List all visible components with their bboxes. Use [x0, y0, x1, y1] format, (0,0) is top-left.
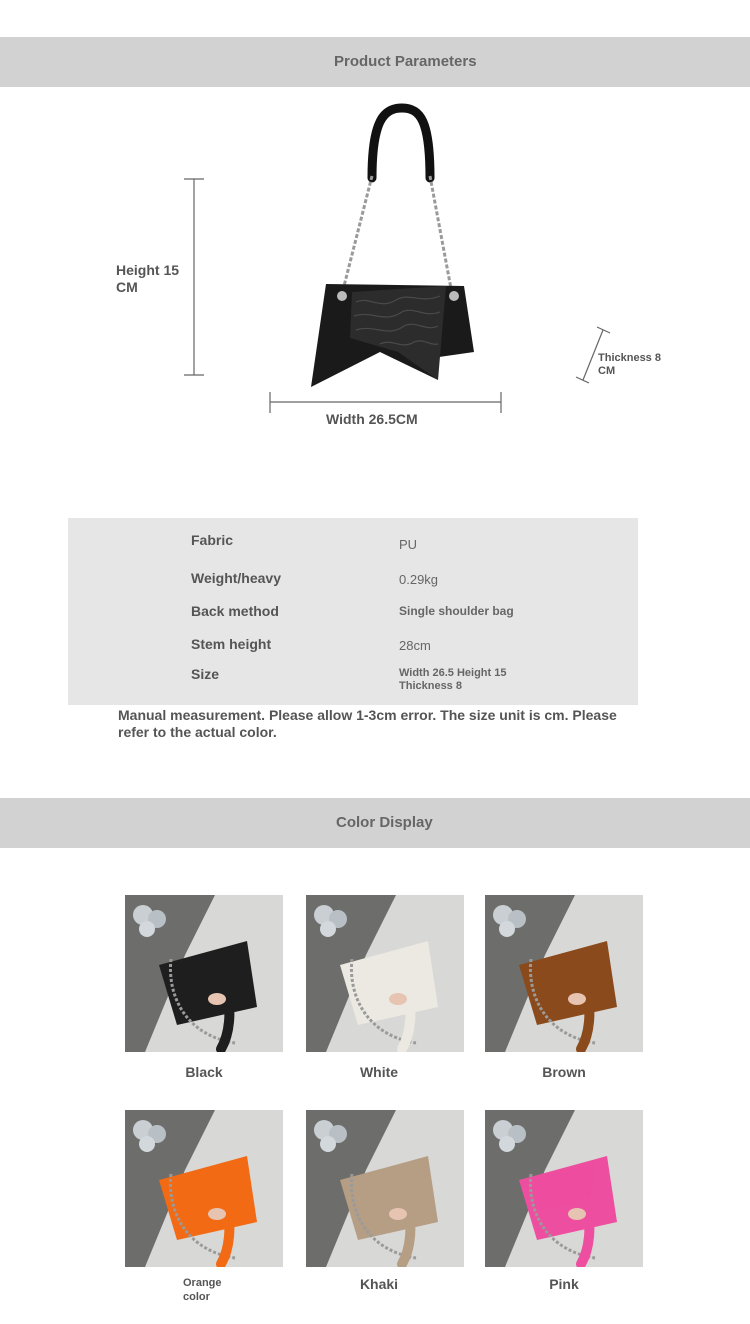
color-swatch-label: Brown	[542, 1064, 586, 1080]
color-swatch-label: Pink	[549, 1276, 579, 1292]
spec-value-stem-height: 28cm	[399, 638, 431, 653]
spec-value-fabric: PU	[399, 537, 418, 552]
spec-value-weight: 0.29kg	[399, 572, 439, 587]
spec-value-size: Width 26.5 Height 15 Thickness 8	[399, 667, 507, 692]
spec-label-stem-height: Stem height	[191, 636, 272, 652]
product-parameters-title: Product Parameters	[334, 53, 477, 70]
height-label: Height 15 CM	[116, 262, 180, 295]
color-swatch-image[interactable]	[125, 895, 283, 1052]
bag-handle	[372, 108, 430, 178]
color-swatch-image[interactable]	[485, 895, 643, 1052]
color-swatch-image[interactable]	[306, 1110, 464, 1267]
spec-value-back-method: Single shoulder bag	[399, 604, 514, 618]
chain-right	[430, 176, 452, 294]
spec-label-back-method: Back method	[191, 603, 279, 619]
spec-table	[68, 518, 638, 705]
thickness-label: Thickness 8 CM	[598, 352, 661, 377]
width-label: Width 26.5CM	[326, 411, 418, 427]
width-dimension-line	[270, 392, 501, 413]
color-display-header	[0, 798, 750, 848]
spec-label-size: Size	[191, 666, 220, 682]
color-swatch-image[interactable]	[125, 1110, 283, 1267]
color-swatch-image[interactable]	[485, 1110, 643, 1267]
color-swatch-label: Black	[185, 1064, 223, 1080]
measurement-note: Manual measurement. Please allow 1-3cm error. The size unit is cm. Please refer to the actual color.	[118, 707, 617, 740]
spec-label-weight: Weight/heavy	[191, 570, 281, 586]
color-swatch-image[interactable]	[306, 895, 464, 1052]
color-swatch-label: Orange color	[183, 1277, 222, 1303]
color-swatch-label: Khaki	[359, 1276, 399, 1292]
product-parameters-header	[0, 37, 750, 87]
color-swatch-label: White	[359, 1064, 399, 1080]
color-display-title: Color Display	[336, 814, 433, 831]
spec-label-fabric: Fabric	[191, 532, 234, 548]
chain-left	[342, 176, 372, 294]
